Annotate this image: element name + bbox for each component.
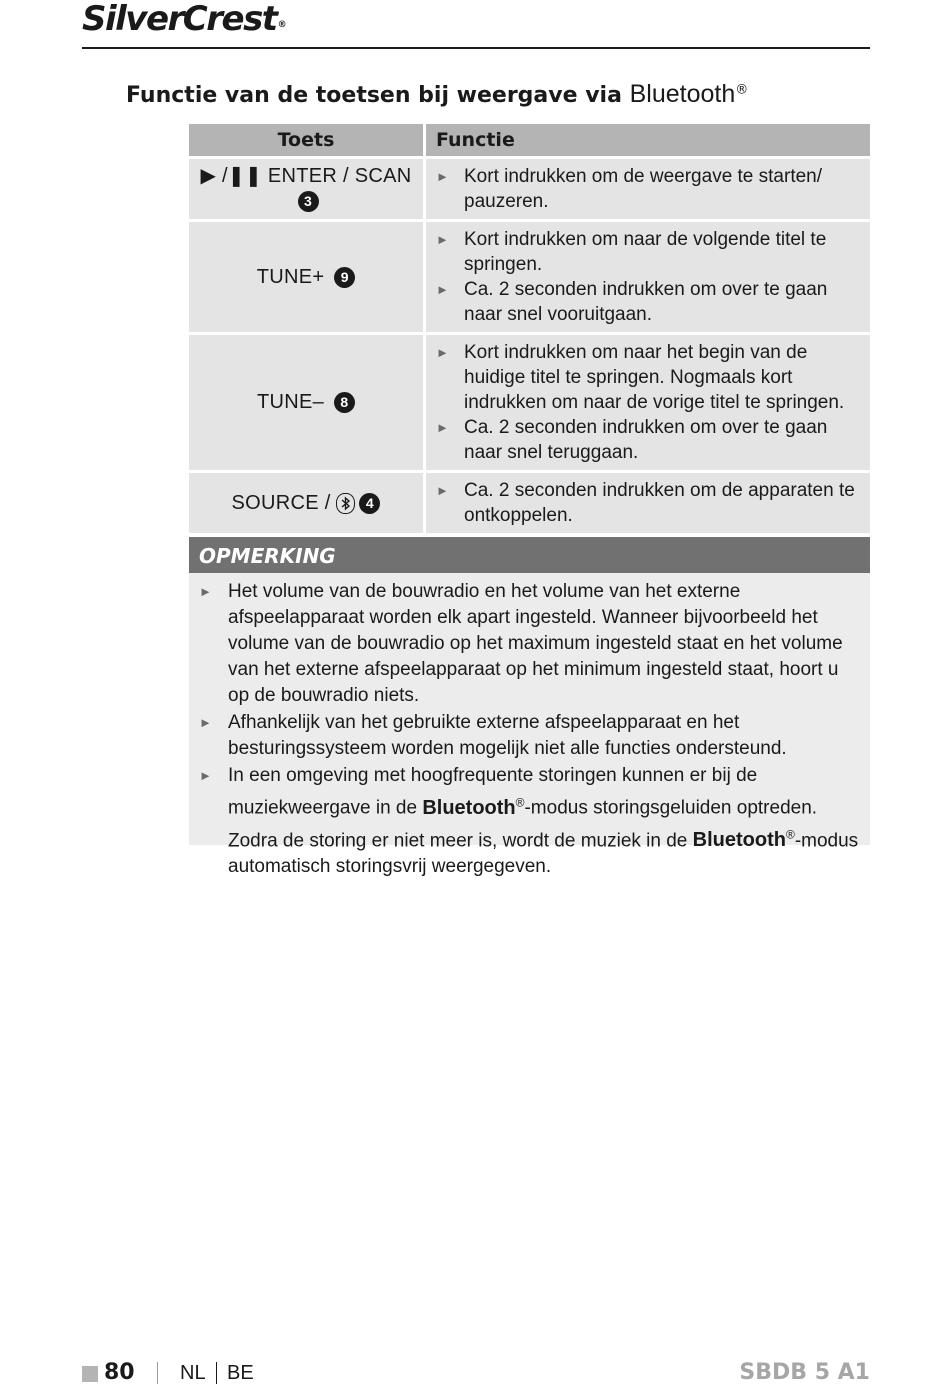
language-code: NL [180,1362,206,1384]
page-number: 80 [104,1360,135,1385]
list-item: ► Kort indrukken om naar de volgende titel te springen. [436,229,827,275]
table-row [189,334,870,472]
table-row [189,221,870,334]
bullet-icon: ► [436,232,449,247]
header-rule [82,47,870,49]
bullet-icon: ► [436,420,449,435]
bullet-icon: ► [199,715,212,730]
list-item: ► Het volume van de bouwradio en het volume van het externe afspeelapparaat worden elk apart ingesteld. Wanneer bijvoorbeeld het volume van de bouwradio op het maximum ingesteld staat en het volume van het externe afspeelapparaat op het minimum ingesteld staat, hoort u op de bouwradio niets. [199,581,843,706]
note-heading: OPMERKING [189,537,870,573]
function-cell [425,334,871,472]
callout-number: 8 [334,392,355,413]
page-marker-square [82,1366,98,1382]
note-list [189,573,870,880]
column-header-function: Functie [425,124,871,158]
list-item: ► Kort indrukken om de weergave te starten/ pauzeren. [436,166,823,212]
key-cell: TUNE+ 9 [189,221,425,334]
list-item: ► Ca. 2 seconden indrukken om over te gaan naar snel vooruitgaan. [436,279,828,325]
table-row [189,158,870,221]
list-item: ► Ca. 2 seconden indrukken om over te gaan naar snel teruggaan. [436,417,828,463]
key-cell: SOURCE / 4 [189,472,425,535]
list-item: ► Afhankelijk van het gebruikte externe afspeelapparaat en het besturingssysteem worden mogelijk niet alle functies ondersteund. [199,712,787,759]
bluetooth-icon [336,493,355,514]
key-cell: TUNE– 8 [189,334,425,472]
divider [216,1362,217,1384]
brand-logo: SilverCrest® [82,0,287,39]
function-cell [425,221,871,334]
function-cell [425,472,871,535]
callout-number: 9 [334,267,355,288]
language-code: BE [227,1362,254,1384]
play-pause-icon: ▶ /❚❚ [200,165,263,187]
bullet-icon: ► [436,483,449,498]
bullet-icon: ► [436,282,449,297]
note-box [189,537,870,878]
key-function-table [189,124,870,536]
bullet-icon: ► [199,584,212,599]
bullet-icon: ► [436,169,449,184]
table-row [189,472,870,535]
list-item: ► In een omgeving met hoogfrequente storingen kunnen er bij de muziekweergave in de Bluetooth®-modus storingsgeluiden optreden. Zodra de storing er niet meer is, wordt de muziek in de Bluetooth®-modus automatisch storingsvrij weergegeven. [199,765,859,878]
key-cell: ▶ /❚❚ ENTER / SCAN 3 [189,158,425,221]
page-footer [82,1358,870,1392]
function-cell [425,158,871,221]
list-item: ► Kort indrukken om naar het begin van de huidige titel te springen. Nogmaals kort indrukken om naar de vorige titel te springen. [436,342,845,413]
model-number: SBDB 5 A1 [739,1360,870,1385]
callout-number: 4 [359,493,380,514]
section-title: Functie van de toetsen bij weergave via Bluetooth® [126,80,749,108]
list-item: ► Ca. 2 seconden indrukken om de apparaten te ontkoppelen. [436,480,855,526]
bullet-icon: ► [436,345,449,360]
divider [157,1362,158,1384]
column-header-key: Toets [189,124,425,158]
bullet-icon: ► [199,768,212,783]
callout-number: 3 [298,191,319,212]
